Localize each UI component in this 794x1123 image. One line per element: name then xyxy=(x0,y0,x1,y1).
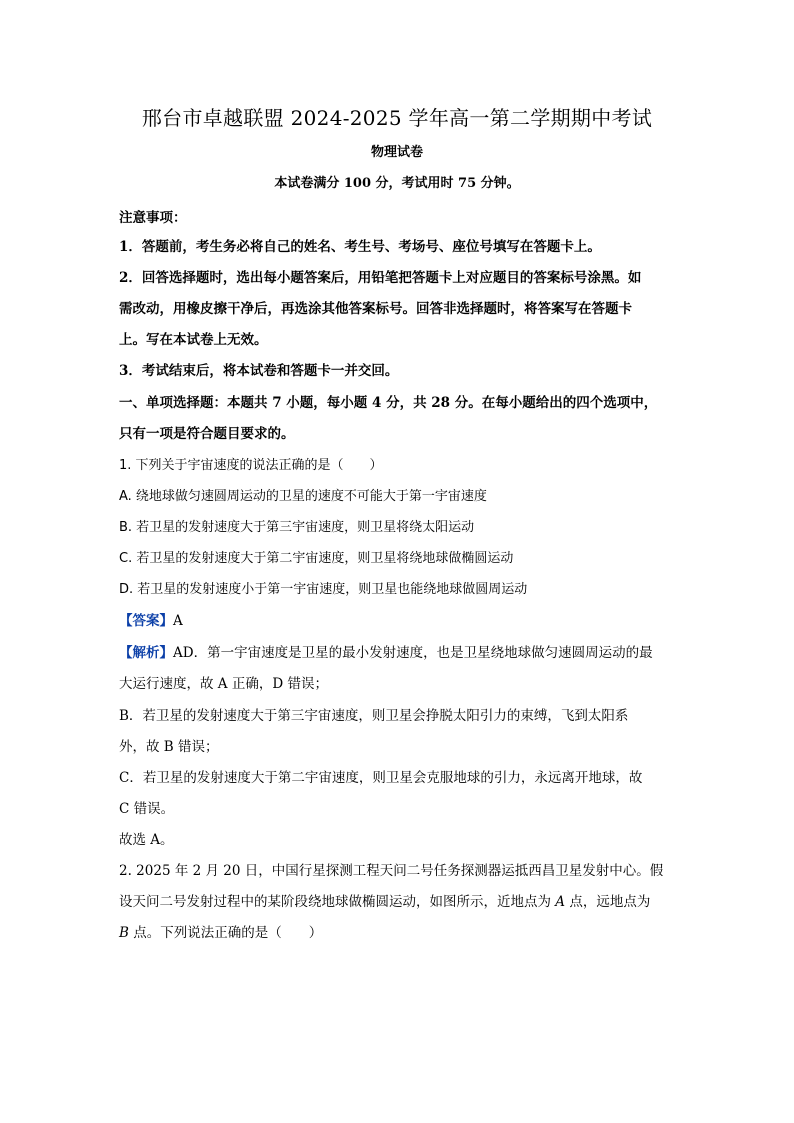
notice-item-2-line-2: 需改动，用橡皮擦干净后，再选涂其他答案标号。回答非选择题时，将答案写在答题卡 xyxy=(119,301,632,317)
question-1-analysis-line-2: 大运行速度，故 A 正确，D 错误； xyxy=(119,676,328,692)
question-1-analysis-line-1 xyxy=(119,643,679,663)
question-1-option-b: B. 若卫星的发射速度大于第三宇宙速度，则卫星将绕太阳运动 xyxy=(119,520,475,535)
point-a-label: A xyxy=(555,894,566,910)
notice-heading: 注意事项： xyxy=(119,210,187,226)
section-heading-line-2: 只有一项是符合题目要求的。 xyxy=(119,426,295,442)
question-1-stem: 1. 下列关于宇宙速度的说法正确的是（ ） xyxy=(119,458,383,473)
question-1-analysis-line-4: 外，故 B 错误； xyxy=(119,739,219,755)
question-1-option-a: A. 绕地球做匀速圆周运动的卫星的速度不可能大于第一宇宙速度 xyxy=(119,489,487,504)
subject-title: 物理试卷 xyxy=(370,145,423,160)
question-1-option-d: D. 若卫星的发射速度小于第一宇宙速度，则卫星也能绕地球做圆周运动 xyxy=(119,582,528,597)
question-1-analysis-line-3: B．若卫星的发射速度大于第三宇宙速度，则卫星会挣脱太阳引力的束缚，飞到太阳系 xyxy=(119,708,629,724)
question-1-analysis-line-6: C 错误。 xyxy=(119,801,175,817)
question-2-stem-line-3 xyxy=(119,923,679,943)
exam-info: 本试卷满分 100 分，考试用时 75 分钟。 xyxy=(274,176,520,191)
notice-item-2-line-1: 2．回答选择题时，选出每小题答案后，用铅笔把答题卡上对应题目的答案标号涂黑。如 xyxy=(119,270,642,286)
analysis-text: AD．第一宇宙速度是卫星的最小发射速度，也是卫星绕地球做匀速圆周运动的最 xyxy=(173,645,653,661)
stem-text: 点，远地点为 xyxy=(565,894,651,910)
stem-text: 点。下列说法正确的是（ ） xyxy=(128,925,323,941)
question-1-conclusion: 故选 A。 xyxy=(119,832,174,848)
answer-value: A xyxy=(173,613,183,629)
stem-text: 设天问二号发射过程中的某阶段绕地球做椭圆运动，如图所示，近地点为 xyxy=(119,894,556,910)
answer-tag: 【答案】 xyxy=(119,613,173,629)
notice-item-3: 3．考试结束后，将本试卷和答题卡一并交回。 xyxy=(119,363,399,379)
analysis-tag: 【解析】 xyxy=(119,645,173,661)
question-2-stem-line-2 xyxy=(119,892,679,912)
question-1-answer xyxy=(119,611,679,631)
question-1-analysis-line-5: C．若卫星的发射速度大于第二宇宙速度，则卫星会克服地球的引力，永远离开地球，故 xyxy=(119,770,643,786)
question-2-stem-line-1: 2. 2025 年 2 月 20 日，中国行星探测工程天问二号任务探测器运抵西昌卫星发射中心。假 xyxy=(119,863,664,879)
notice-item-2-line-3: 上。写在本试卷上无效。 xyxy=(119,332,268,348)
point-b-label: B xyxy=(119,925,129,941)
notice-item-1: 1．答题前，考生务必将自己的姓名、考生号、考场号、座位号填写在答题卡上。 xyxy=(119,239,601,255)
section-heading-line-1: 一、单项选择题：本题共 7 小题，每小题 4 分，共 28 分。在每小题给出的四个选项中， xyxy=(119,395,658,411)
question-1-option-c: C. 若卫星的发射速度大于第二宇宙速度，则卫星将绕地球做椭圆运动 xyxy=(119,551,514,566)
page-title: 邢台市卓越联盟 2024-2025 学年高一第二学期期中考试 xyxy=(141,106,653,130)
